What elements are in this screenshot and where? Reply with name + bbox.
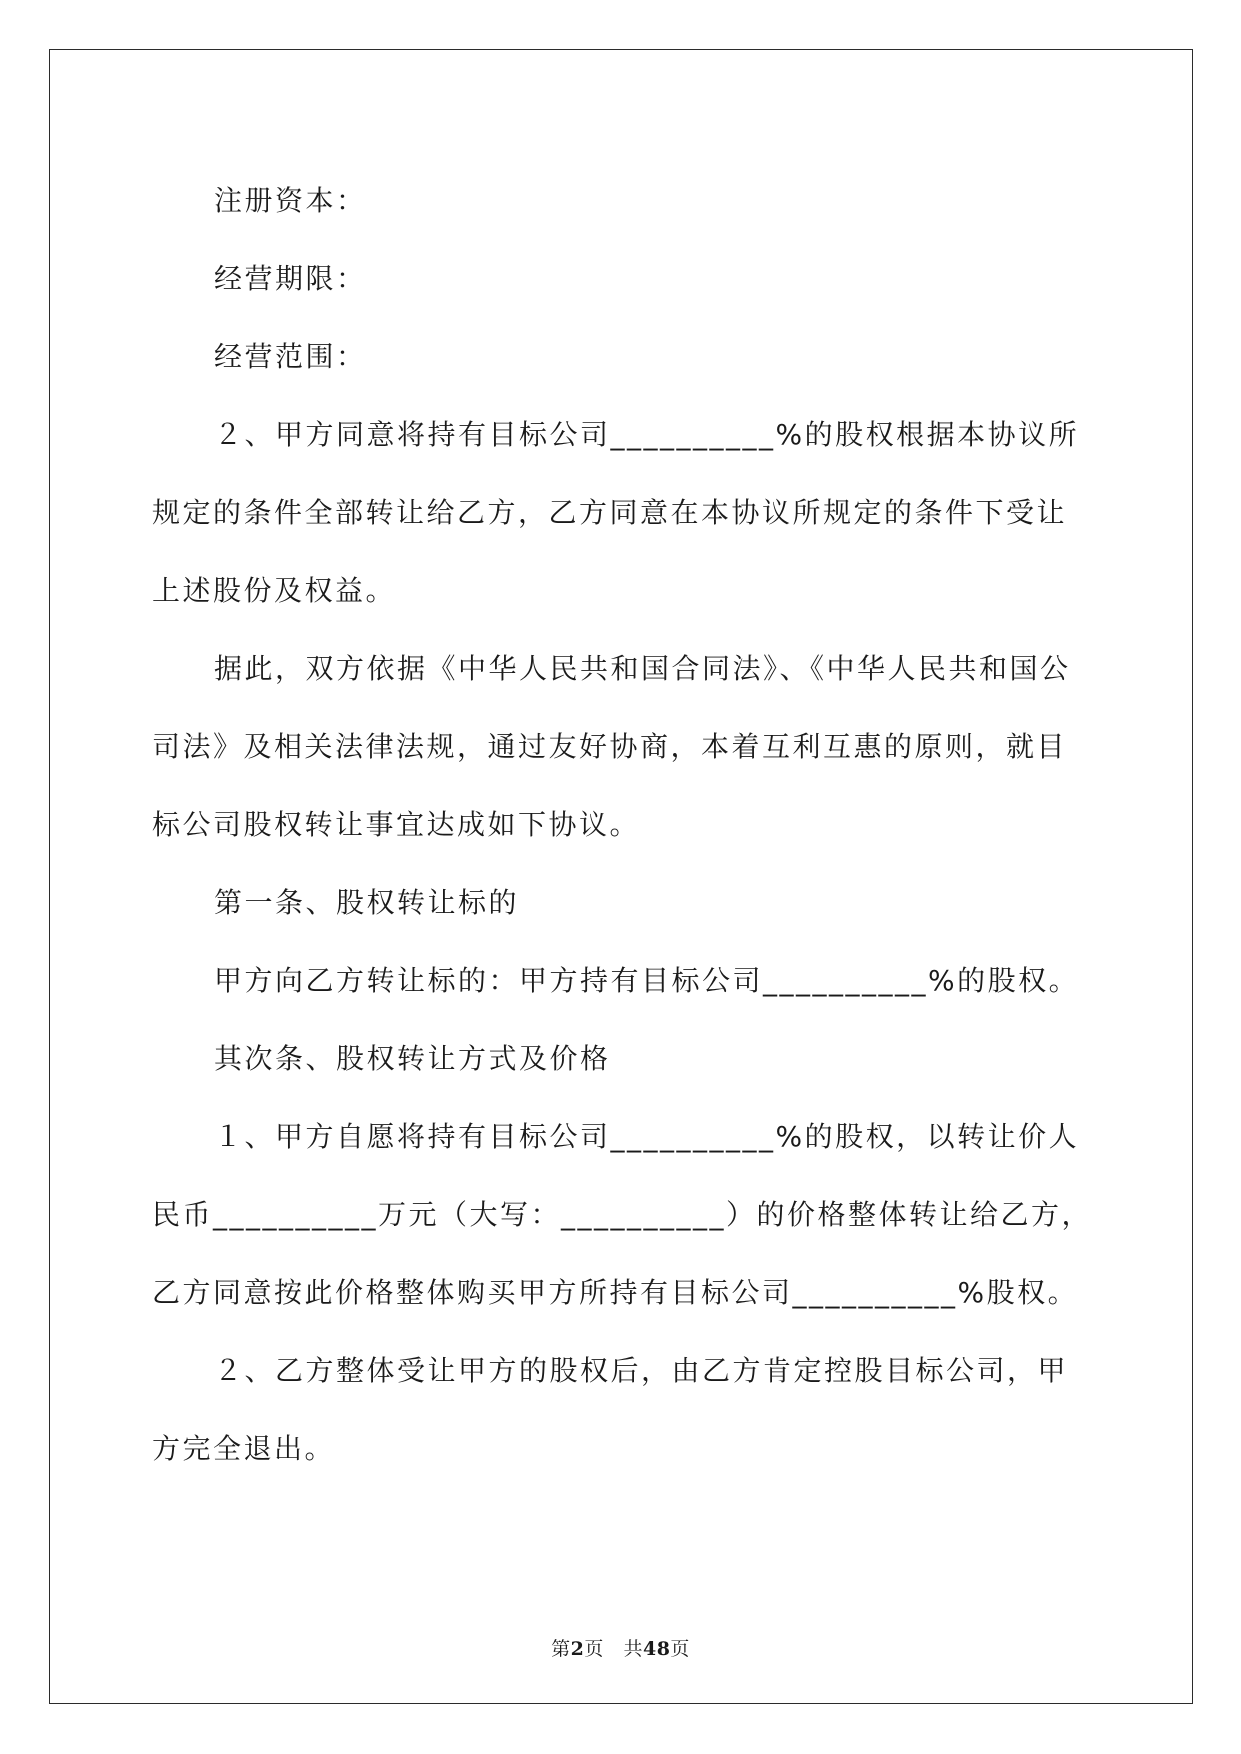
text-line: ２、甲方同意将持有目标公司__________%的股权根据本协议所 <box>214 418 1080 451</box>
text-line: １、甲方自愿将持有目标公司__________%的股权，以转让价人 <box>214 1120 1080 1153</box>
footer-total-prefix: 共 <box>623 1638 643 1660</box>
footer-page-number: 2 <box>570 1638 585 1660</box>
text-line: 规定的条件全部转让给乙方，乙方同意在本协议所规定的条件下受让 <box>152 496 1068 529</box>
paragraph-transfer-agreement <box>152 396 1092 630</box>
footer-total-pages: 48 <box>642 1638 671 1660</box>
footer-prefix: 第 <box>551 1638 571 1660</box>
text-line: ２、乙方整体受让甲方的股权后，由乙方肯定控股目标公司，甲 <box>214 1354 1069 1387</box>
heading-article-2 <box>152 1020 1092 1098</box>
footer-page-suffix: 页 <box>584 1638 604 1660</box>
text-line: 方完全退出。 <box>152 1432 336 1465</box>
heading-article-1 <box>152 864 1092 942</box>
text-line: 司法》及相关法律法规，通过友好协商，本着互利互惠的原则，就目 <box>152 730 1068 763</box>
text-line: 第一条、股权转让标的 <box>214 886 520 919</box>
text-line: 其次条、股权转让方式及价格 <box>214 1042 611 1075</box>
paragraph-registered-capital <box>152 162 1092 240</box>
text-line: 甲方向乙方转让标的：甲方持有目标公司__________%的股权。 <box>214 964 1080 997</box>
text-line: 民币__________万元（大写：__________）的价格整体转让给乙方， <box>152 1198 1093 1231</box>
paragraph-transfer-subject <box>152 942 1092 1020</box>
text-line: 注册资本： <box>214 184 367 217</box>
text-line: 经营期限： <box>214 262 367 295</box>
document-body <box>152 162 1092 1488</box>
text-line: 据此，双方依据《中华人民共和国合同法》、《中华人民共和国公 <box>214 652 1071 685</box>
text-line: 乙方同意按此价格整体购买甲方所持有目标公司__________%股权。 <box>152 1276 1079 1309</box>
paragraph-control-exit <box>152 1332 1092 1488</box>
text-line: 标公司股权转让事宜达成如下协议。 <box>152 808 641 841</box>
page-footer <box>0 1634 1241 1661</box>
text-line: 经营范围： <box>214 340 367 373</box>
paragraph-transfer-price <box>152 1098 1092 1332</box>
paragraph-business-scope <box>152 318 1092 396</box>
paragraph-operating-period <box>152 240 1092 318</box>
text-line: 上述股份及权益。 <box>152 574 397 607</box>
footer-total-suffix: 页 <box>670 1638 690 1660</box>
paragraph-legal-basis <box>152 630 1092 864</box>
